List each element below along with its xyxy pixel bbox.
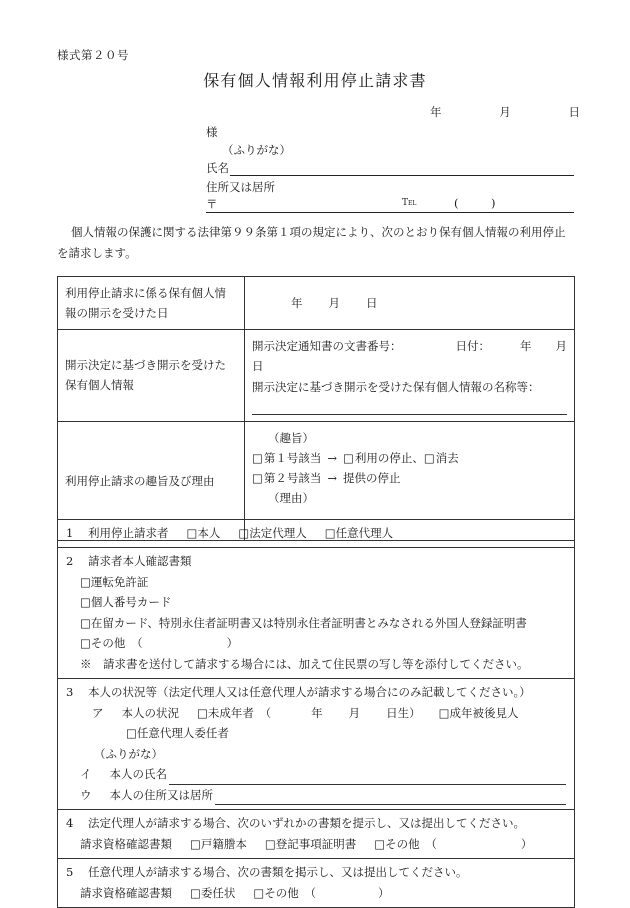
section-3-furigana: （ふりがな） (94, 746, 163, 761)
name-input-rule[interactable] (230, 162, 574, 176)
section-3-c-text (66, 785, 213, 805)
section-2-number: 2 (66, 554, 74, 569)
section-2-item-2[interactable]: □在留カード、特別永住者証明書又は特別永住者証明書とみなされる外国人登録証明書 (80, 615, 527, 630)
doc-number-label: 開示決定通知書の文書番号： (252, 339, 402, 354)
row-label-disclosed-info: 開示決定に基づき開示を受けた保有個人情報 (58, 330, 245, 421)
section-3-a-label: 本人の状況 (121, 705, 179, 720)
section-3-cell[interactable] (58, 679, 575, 810)
section-5-other-close: ） (378, 885, 390, 900)
item1-label: 第１号該当 (263, 450, 322, 465)
section-3-b-marker: イ (80, 767, 92, 782)
section-3-item-a-line[interactable] (66, 703, 566, 723)
section-3-c-marker: ウ (80, 787, 92, 802)
table-row (58, 277, 575, 330)
section-1-option-1[interactable]: □法定代理人 (238, 526, 307, 540)
table-row (58, 548, 575, 679)
table-row (58, 679, 575, 810)
disclosure-doc-number-line (252, 336, 567, 356)
section-1-option-0[interactable]: □本人 (186, 526, 221, 540)
section-3-b-label: 本人の氏名 (109, 767, 167, 782)
checkbox-item1[interactable]: □ (252, 450, 263, 465)
row-label-received-date: 利用停止請求に係る保有個人情報の開示を受けた日 (58, 277, 245, 330)
table-row (58, 330, 575, 421)
section-5-number: 5 (66, 865, 74, 880)
disclosed-info-name-rule[interactable] (252, 399, 567, 415)
table-row (58, 859, 575, 908)
doc-day-line: 日 (252, 359, 264, 374)
section-4-options-line[interactable] (66, 834, 566, 854)
requester-name-row (206, 160, 574, 176)
section-2-heading-line (66, 551, 566, 571)
table-row (58, 520, 575, 548)
section-4-option-1[interactable]: □登記事項証明書 (264, 836, 357, 851)
doc-month-label: 月 (555, 339, 567, 354)
item1-opt1-label: 利用の停止、 (354, 450, 424, 465)
form-number: 様式第２０号 (57, 48, 129, 62)
received-month-label: 月 (328, 296, 340, 311)
doc-year-label: 年 (520, 339, 532, 354)
section-5-option-0[interactable]: □委任状 (190, 885, 236, 900)
statute-body-text: 個人情報の保護に関する法律第９９条第１項の規定により、次のとおり保有個人情報の利用停止を請求します。 (57, 225, 566, 261)
section-4-number: 4 (66, 816, 74, 831)
purpose-heading: （趣旨） (268, 430, 314, 445)
table-row (58, 810, 575, 859)
section-1-label: 利用停止請求者 (88, 526, 169, 540)
tel-label: Tel (402, 198, 417, 208)
disclosed-info-body (252, 336, 567, 414)
arrow-icon-2: → (327, 470, 338, 485)
tel-paren-open: ( (454, 196, 472, 210)
item2-result-label: 提供の停止 (343, 470, 401, 485)
name-label: 氏名 (206, 161, 229, 175)
date-month-label: 月 (499, 105, 511, 119)
date-day-label: 日 (568, 105, 580, 119)
section-3-b-text (66, 764, 167, 784)
section-1-cell[interactable] (58, 520, 575, 548)
doc-date-label: 日付： (455, 339, 490, 354)
checkbox-item1-opt2[interactable]: □ (423, 450, 435, 465)
section-3-a-minor-check[interactable]: □未成年者 （ (197, 705, 272, 720)
section-5-options-line[interactable] (66, 883, 566, 903)
row-value-received-date[interactable] (245, 277, 575, 330)
purpose-option-1-line[interactable] (252, 448, 567, 468)
postal-mark-icon: 〒 (206, 197, 218, 211)
addressee-suffix: 様 (206, 125, 218, 139)
section-2-other-line[interactable] (66, 633, 566, 653)
page-title: 保有個人情報利用停止請求書 (203, 71, 427, 90)
section-3-heading-line (66, 682, 566, 702)
purpose-option-2-line[interactable] (252, 468, 567, 488)
requester-details-table (57, 519, 575, 908)
section-5-other-check[interactable]: □その他 （ (253, 885, 316, 900)
section-3-a-voluntary[interactable]: □任意代理人委任者 (126, 726, 229, 741)
row-label-purpose-reason: 利用停止請求の趣旨及び理由 (58, 421, 245, 540)
section-2-item-1[interactable]: □個人番号カード (80, 595, 172, 610)
section-4-doc-label: 請求資格確認書類 (80, 836, 172, 851)
item2-label: 第２号該当 (263, 470, 322, 485)
checkbox-item1-opt1[interactable]: □ (343, 450, 354, 465)
section-3-a-marker: ア (92, 705, 104, 720)
disclosed-info-name-label: 開示決定に基づき開示を受けた保有個人情報の名称等： (252, 379, 540, 394)
furigana-label: （ふりがな） (222, 143, 291, 157)
row-value-disclosed-info[interactable] (245, 330, 575, 421)
section-5-cell[interactable] (58, 859, 575, 908)
section-3-label: 本人の状況等（法定代理人又は任意代理人が請求する場合にのみ記載してください。） (88, 685, 531, 700)
address-label: 住所又は居所 (206, 180, 275, 194)
section-3-number: 3 (66, 685, 74, 700)
section-3-a-adult-ward[interactable]: □成年被後見人 (438, 705, 519, 720)
received-day-label: 日 (366, 296, 378, 311)
tel-paren-close: ) (491, 196, 509, 210)
item1-opt2-label: 消去 (435, 450, 459, 465)
section-5-label: 任意代理人が請求する場合、次の書類を掲示し、又は提出してください。 (88, 865, 468, 880)
checkbox-item2[interactable]: □ (252, 470, 263, 485)
postal-tel-row (206, 196, 574, 213)
section-5-heading-line (66, 862, 566, 882)
section-3-a-month: 月 (348, 705, 361, 720)
section-1-number: 1 (66, 526, 74, 540)
section-1-option-2[interactable]: □任意代理人 (324, 526, 394, 540)
section-4-other-close: ） (520, 836, 533, 851)
section-3-item-c-line[interactable] (66, 785, 566, 805)
section-3-a-day: 日生） (386, 705, 421, 720)
section-4-other-check[interactable]: □その他 （ (374, 836, 437, 851)
section-3-item-b-line[interactable] (66, 764, 566, 784)
section-2-note: ※ 請求書を送付して請求する場合には、加えて住民票の写し等を添付してください。 (80, 656, 529, 671)
section-2-item-0[interactable]: □運転免許証 (80, 574, 149, 589)
section-2-other-check[interactable]: □その他 （ (80, 636, 143, 651)
section-5-doc-label: 請求資格確認書類 (80, 885, 172, 900)
arrow-icon-1: → (327, 450, 338, 465)
section-2-label: 請求者本人確認書類 (88, 554, 192, 569)
submission-date-line (430, 104, 580, 120)
section-4-heading-line (66, 813, 566, 833)
section-4-option-0[interactable]: □戸籍謄本 (190, 836, 247, 851)
section-4-cell[interactable] (58, 810, 575, 859)
section-3-b-rule[interactable] (169, 770, 566, 785)
section-2-cell[interactable] (58, 548, 575, 679)
section-4-label: 法定代理人が請求する場合、次のいずれかの書類を提示し、又は提出してください。 (88, 816, 525, 831)
reason-heading: （理由） (268, 491, 314, 505)
disclosure-info-table (57, 276, 575, 541)
section-3-a-year: 年 (311, 705, 323, 720)
date-year-label: 年 (430, 105, 442, 119)
section-3-c-label: 本人の住所又は居所 (109, 787, 213, 802)
section-2-other-close: ） (226, 636, 239, 651)
received-year-label: 年 (291, 296, 303, 311)
section-3-c-rule[interactable] (215, 790, 566, 805)
